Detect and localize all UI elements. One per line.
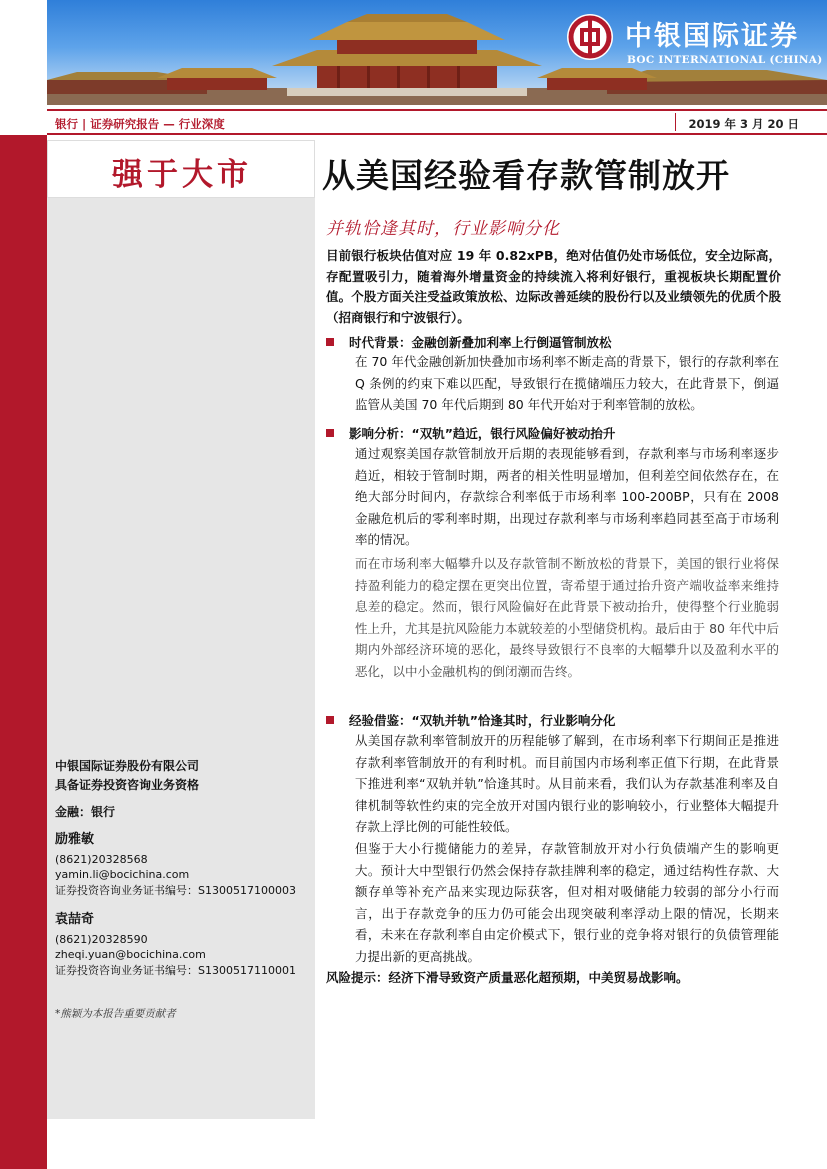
rating-box	[47, 140, 315, 198]
bullet-square-icon	[326, 716, 334, 724]
left-accent-strip	[0, 135, 47, 1169]
analyst-email[interactable]: zheqi.yuan@bocichina.com	[55, 948, 206, 961]
header-banner	[47, 0, 827, 105]
company-name-cn: 中银国际证券	[625, 21, 799, 52]
sector-label: 金融：银行	[55, 805, 116, 819]
section-heading-text: 影响分析：“双轨”趋近，银行风险偏好被动抬升	[349, 426, 616, 441]
section-heading-text: 时代背景：金融创新叠加利率上行倒逼管制放松	[349, 335, 612, 350]
summary-paragraph: 目前银行板块估值对应 19 年 0.82xPB，绝对估值仍处市场低位，安全边际高，存配置吸引力，随着海外增量资金的持续流入将利好银行，重视板块长期配置价值。个股方面关注受益政策放松、边际改善延续的股份行以及业绩领先的优质个股（招商银行和宁波银行）。	[326, 248, 781, 325]
rating-label: 强于大市	[112, 157, 252, 193]
analyst-phone: (8621)20328590	[55, 932, 148, 946]
bullet-square-icon	[326, 338, 334, 346]
license-line: 具备证券投资咨询业务资格	[55, 778, 200, 792]
section-heading	[326, 333, 612, 351]
section-paragraph: 通过观察美国存款管制放开后期的表现能够看到，存款利率与市场利率逐步趋近，相较于管制时期，两者的相关性明显增加，但利差空间依然存在，在绝大部分时间内，存款综合利率低于市场利率 100-200BP，只有在 2008 金融危机后的零利率时期，出现过存款利率与市场利率趋同甚至高于市场利率的情况。	[355, 446, 779, 548]
bullet-square-icon	[326, 429, 334, 437]
section-paragraph: 但鉴于大小行揽储能力的差异，存款管制放开对小行负债端产生的影响更大。预计大中型银行仍然会保持存款挂牌利率的稳定，通过结构性存款、大额存单等补充产品来实现边际获客，但对相对吸储能力较弱的部分小行而言，出于存款竞争的压力仍可能会出现突破利率浮动上限的情况，长期来看，未来在存款利率自由定价模式下，银行业的竞争将对银行的负债管理能力提出新的更高挑战。	[355, 841, 779, 964]
company-name-en: BOC INTERNATIONAL (CHINA)	[627, 54, 823, 66]
analyst-license: 证券投资咨询业务证书编号：S1300517100003	[55, 883, 296, 897]
section-paragraph: 在 70 年代金融创新加快叠加市场利率不断走高的背景下，银行的存款利率在 Q 条例的约束下难以匹配，导致银行在揽储端压力较大，在此背景下，倒逼监管从美国 70 年代后期到 80 年代开始对于利率管制的放松。	[355, 354, 779, 413]
boc-logo-icon	[567, 14, 613, 60]
report-subtitle: 并轨恰逢其时，行业影响分化	[326, 219, 560, 239]
category-bar	[47, 109, 827, 135]
analyst-license: 证券投资咨询业务证书编号：S1300517110001	[55, 963, 296, 977]
analyst-card	[55, 912, 296, 978]
analyst-email[interactable]: yamin.li@bocichina.com	[55, 868, 190, 881]
analyst-name: 励雅敏	[55, 832, 95, 847]
contributor-note: *熊颖为本报告重要贡献者	[55, 1008, 176, 1020]
analyst-phone: (8621)20328568	[55, 852, 148, 866]
risk-warning: 风险提示：经济下滑导致资产质量恶化超预期，中美贸易战影响。	[326, 970, 689, 985]
analyst-card	[55, 832, 296, 898]
company-line: 中银国际证券股份有限公司	[55, 759, 200, 773]
report-title: 从美国经验看存款管制放开	[322, 156, 730, 195]
section-paragraph: 从美国存款利率管制放开的历程能够了解到，在市场利率下行期间正是推进存款利率管制放开的有利时机。而目前国内市场利率正值下行期，在此背景下推进利率“双轨并轨”恰逢其时。从目前来看，我们认为存款基准利率及自律机制等软性约束的完全放开对国内银行业的影响较小，行业整体大幅提升存款上浮比例的可能性较低。	[355, 733, 779, 835]
report-date: 2019 年 3 月 20 日	[688, 117, 799, 131]
report-category: 银行 | 证券研究报告 — 行业深度	[55, 117, 225, 131]
divider	[675, 113, 676, 131]
section-heading-text: 经验借鉴：“双轨并轨”恰逢其时，行业影响分化	[349, 713, 616, 728]
analyst-name: 袁喆奇	[55, 912, 95, 927]
section-heading	[326, 424, 615, 442]
sidebar-company	[55, 757, 199, 795]
section-paragraph: 而在市场利率大幅攀升以及存款管制不断放松的背景下，美国的银行业将保持盈利能力的稳定摆在更突出位置，寄希望于通过抬升资产端收益率来维持息差的稳定。然而，银行风险偏好在此背景下被动抬升，使得整个行业脆弱性上升，尤其是抗风险能力本就较差的小型储贷机构。最后由于 80 年代中后期内外部经济环境的恶化，最终导致银行不良率的大幅攀升以及盈利水平的恶化，以中小金融机构的倒闭潮而告终。	[355, 556, 779, 679]
section-heading	[326, 711, 615, 729]
